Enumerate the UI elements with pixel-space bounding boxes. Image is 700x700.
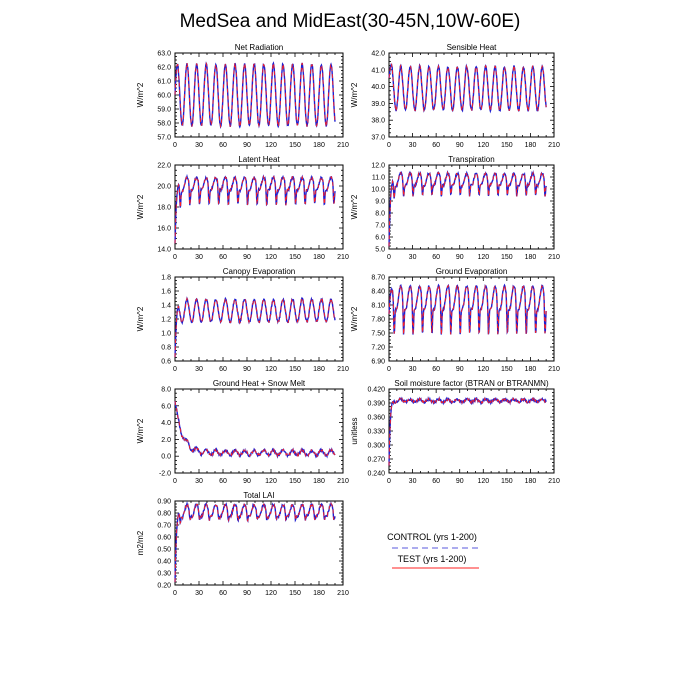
x-tick-label: 150 — [289, 590, 301, 597]
y-tick-label: 0.240 — [367, 470, 385, 478]
y-tick-label: 0.40 — [157, 558, 171, 566]
x-tick-label: 210 — [548, 254, 560, 261]
y-tick-label: 7.0 — [375, 222, 385, 230]
y-axis-label: W/m^2 — [350, 82, 359, 108]
x-tick-label: 150 — [501, 366, 513, 373]
y-axis-label: W/m^2 — [350, 194, 359, 220]
panel-title: Ground Heat + Snow Melt — [212, 379, 306, 388]
x-tick-label: 120 — [265, 478, 277, 485]
x-tick-label: 90 — [243, 254, 251, 261]
x-tick-label: 210 — [548, 478, 560, 485]
panel-title: Transpiration — [448, 155, 495, 164]
y-axis-label: W/m^2 — [136, 306, 145, 332]
x-tick-label: 150 — [289, 478, 301, 485]
x-tick-label: 180 — [524, 142, 537, 149]
y-tick-label: 0.80 — [157, 510, 171, 518]
x-tick-label: 90 — [455, 142, 464, 149]
x-tick-label: 30 — [408, 254, 417, 261]
y-tick-label: 41.0 — [371, 67, 385, 75]
y-tick-label: 0.70 — [157, 522, 171, 530]
panel-title: Canopy Evaporation — [222, 267, 296, 276]
legend-test-label: TEST (yrs 1-200) — [397, 554, 467, 564]
y-tick-label: 0.60 — [157, 534, 171, 542]
x-tick-label: 0 — [387, 254, 391, 261]
y-tick-label: 0.390 — [367, 400, 385, 408]
y-tick-label: 4.0 — [161, 420, 171, 428]
x-tick-label: 210 — [337, 366, 349, 373]
y-tick-label: 0.6 — [161, 358, 171, 366]
figure-title: MedSea and MidEast(30-45N,10W-60E) — [179, 11, 521, 32]
y-tick-label: 8.40 — [371, 288, 385, 296]
x-tick-label: 120 — [477, 142, 490, 149]
y-tick-label: 11.0 — [371, 174, 385, 182]
y-tick-label: 6.0 — [375, 234, 385, 242]
x-tick-label: 0 — [173, 590, 177, 597]
x-tick-label: 210 — [548, 142, 560, 149]
y-tick-label: 0.20 — [157, 582, 171, 590]
x-tick-label: 60 — [219, 590, 227, 597]
y-tick-label: 40.0 — [371, 84, 385, 92]
x-tick-label: 60 — [219, 142, 227, 149]
x-tick-label: 30 — [195, 478, 203, 485]
y-tick-label: 0.8 — [161, 344, 171, 352]
y-tick-label: 5.0 — [375, 246, 385, 254]
y-tick-label: 0.300 — [367, 442, 385, 450]
x-tick-label: 0 — [173, 478, 177, 485]
y-axis-label: W/m^2 — [136, 418, 145, 444]
y-tick-label: -2.0 — [158, 470, 171, 478]
x-tick-label: 60 — [432, 254, 441, 261]
y-tick-label: 8.0 — [161, 386, 171, 394]
x-tick-label: 210 — [337, 590, 349, 597]
x-tick-label: 150 — [289, 366, 301, 373]
y-tick-label: 58.0 — [157, 120, 171, 128]
x-tick-label: 30 — [195, 254, 203, 261]
y-tick-label: 0.270 — [367, 456, 385, 464]
x-tick-label: 150 — [289, 142, 301, 149]
y-tick-label: 6.0 — [161, 403, 171, 411]
y-tick-label: 6.90 — [371, 358, 385, 366]
y-tick-label: 20.0 — [157, 183, 171, 191]
x-tick-label: 120 — [265, 142, 277, 149]
y-tick-label: 0.0 — [161, 453, 171, 461]
y-tick-label: 61.0 — [157, 78, 171, 86]
x-tick-label: 90 — [243, 590, 251, 597]
legend-control-label: CONTROL (yrs 1-200) — [387, 532, 477, 542]
y-tick-label: 10.0 — [371, 186, 385, 194]
y-tick-label: 38.0 — [371, 117, 385, 125]
x-tick-label: 120 — [477, 478, 490, 485]
x-tick-label: 120 — [265, 366, 277, 373]
y-tick-label: 7.80 — [371, 316, 385, 324]
y-tick-label: 0.360 — [367, 414, 385, 422]
y-tick-label: 0.90 — [157, 498, 171, 506]
y-axis-label: W/m^2 — [136, 194, 145, 220]
x-tick-label: 30 — [195, 590, 203, 597]
y-tick-label: 7.50 — [371, 330, 385, 338]
y-tick-label: 62.0 — [157, 64, 171, 72]
panel-title: Sensible Heat — [446, 43, 497, 52]
x-tick-label: 210 — [337, 254, 349, 261]
x-tick-label: 90 — [455, 366, 464, 373]
x-tick-label: 90 — [455, 254, 464, 261]
x-tick-label: 60 — [432, 142, 441, 149]
y-tick-label: 59.0 — [157, 106, 171, 114]
panel-title: Latent Heat — [238, 155, 280, 164]
x-tick-label: 120 — [477, 254, 490, 261]
x-tick-label: 90 — [243, 366, 251, 373]
y-tick-label: 8.70 — [371, 274, 385, 282]
x-tick-label: 150 — [501, 478, 513, 485]
y-tick-label: 14.0 — [157, 246, 171, 254]
y-axis-label: unitless — [350, 417, 359, 445]
x-tick-label: 0 — [173, 366, 177, 373]
panel-title: Net Radiation — [234, 43, 284, 52]
y-axis-label: m2/m2 — [136, 530, 145, 556]
x-tick-label: 90 — [243, 478, 251, 485]
x-tick-label: 180 — [524, 366, 537, 373]
x-tick-label: 0 — [387, 142, 391, 149]
x-tick-label: 120 — [265, 590, 277, 597]
x-tick-label: 150 — [289, 254, 301, 261]
y-tick-label: 1.4 — [161, 302, 171, 310]
y-tick-label: 37.0 — [371, 134, 385, 142]
x-tick-label: 210 — [337, 142, 349, 149]
x-tick-label: 30 — [195, 142, 203, 149]
y-tick-label: 63.0 — [157, 50, 171, 58]
y-tick-label: 39.0 — [371, 100, 385, 108]
x-tick-label: 150 — [501, 142, 513, 149]
x-tick-label: 180 — [313, 590, 325, 597]
x-tick-label: 150 — [501, 254, 513, 261]
y-tick-label: 12.0 — [371, 162, 385, 170]
y-axis-label: W/m^2 — [350, 306, 359, 332]
y-tick-label: 8.10 — [371, 302, 385, 310]
x-tick-label: 60 — [219, 254, 227, 261]
y-tick-label: 0.330 — [367, 428, 385, 436]
y-tick-label: 1.2 — [161, 316, 171, 324]
y-tick-label: 7.20 — [371, 344, 385, 352]
x-tick-label: 60 — [432, 478, 441, 485]
y-tick-label: 57.0 — [157, 134, 171, 142]
x-tick-label: 180 — [524, 254, 537, 261]
y-tick-label: 60.0 — [157, 92, 171, 100]
y-tick-label: 42.0 — [371, 50, 385, 58]
x-tick-label: 120 — [477, 366, 490, 373]
x-tick-label: 210 — [337, 478, 349, 485]
x-tick-label: 60 — [219, 478, 227, 485]
panel-title: Ground Evaporation — [435, 267, 508, 276]
x-tick-label: 60 — [219, 366, 227, 373]
y-tick-label: 8.0 — [375, 210, 385, 218]
x-tick-label: 0 — [387, 478, 391, 485]
y-tick-label: 2.0 — [161, 436, 171, 444]
y-tick-label: 0.50 — [157, 546, 171, 554]
x-tick-label: 180 — [313, 478, 325, 485]
y-tick-label: 18.0 — [157, 204, 171, 212]
x-tick-label: 30 — [408, 366, 417, 373]
x-tick-label: 0 — [173, 254, 177, 261]
x-tick-label: 90 — [243, 142, 251, 149]
x-tick-label: 30 — [408, 142, 417, 149]
x-tick-label: 0 — [387, 366, 391, 373]
x-tick-label: 60 — [432, 366, 441, 373]
y-tick-label: 16.0 — [157, 225, 171, 233]
y-tick-label: 1.8 — [161, 274, 171, 282]
y-tick-label: 0.30 — [157, 570, 171, 578]
panel-title: Total LAI — [243, 491, 275, 500]
x-tick-label: 180 — [313, 254, 325, 261]
panel-title: Soil moisture factor (BTRAN or BTRANMN) — [394, 379, 549, 388]
y-tick-label: 1.0 — [161, 330, 171, 338]
x-tick-label: 90 — [455, 478, 464, 485]
x-tick-label: 120 — [265, 254, 277, 261]
x-tick-label: 0 — [173, 142, 177, 149]
x-tick-label: 180 — [313, 366, 325, 373]
y-tick-label: 0.420 — [367, 386, 385, 394]
x-tick-label: 30 — [195, 366, 203, 373]
x-tick-label: 180 — [313, 142, 325, 149]
y-tick-label: 9.0 — [375, 198, 385, 206]
y-axis-label: W/m^2 — [136, 82, 145, 108]
x-tick-label: 30 — [408, 478, 417, 485]
y-tick-label: 22.0 — [157, 162, 171, 170]
x-tick-label: 210 — [548, 366, 560, 373]
x-tick-label: 180 — [524, 478, 537, 485]
y-tick-label: 1.6 — [161, 288, 171, 296]
